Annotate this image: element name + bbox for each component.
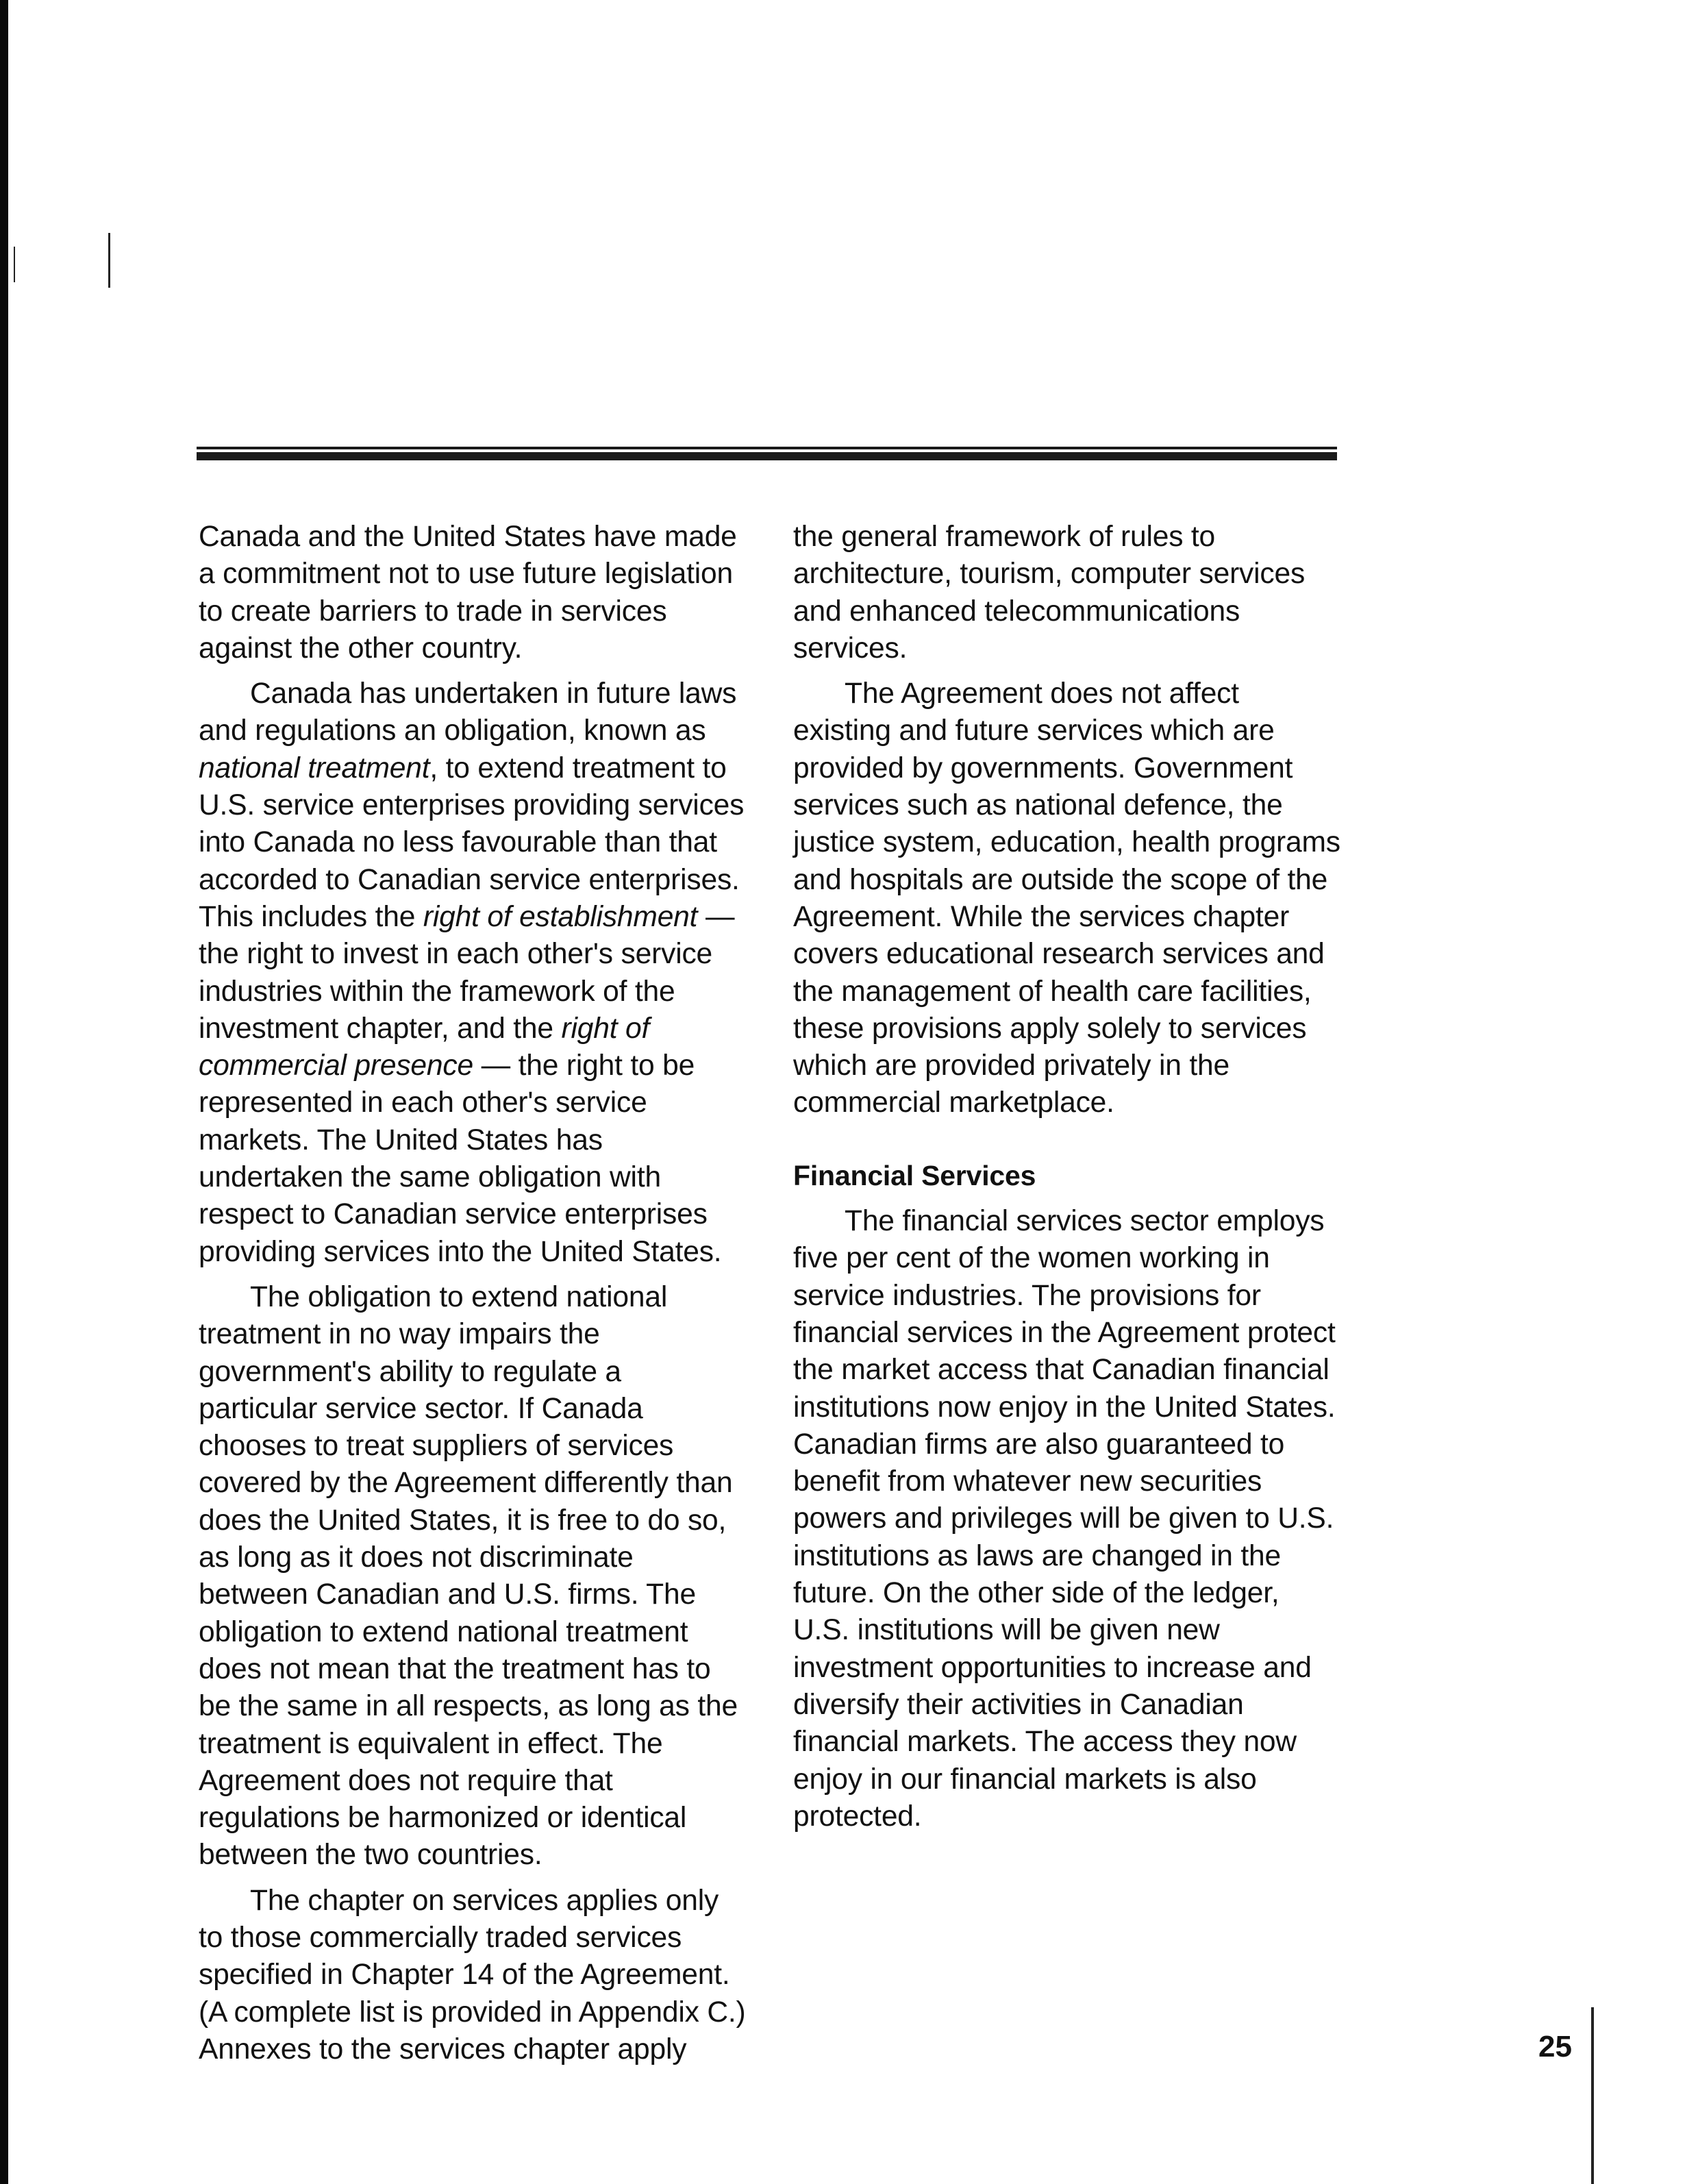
section-heading: Financial Services xyxy=(793,1159,1036,1191)
paragraph xyxy=(199,675,747,1270)
paragraph-text: — the right to be represented in each other's service markets. The United States has undertaken the same obligation with respect to Canadian service enterprises providing services into the United States. xyxy=(199,1049,722,1268)
left-column xyxy=(199,518,747,2068)
term-national-treatment: national treatment xyxy=(199,751,430,784)
paragraph: The obligation to extend national treatment in no way impairs the government's ability to regulate a particular service sector. If Canada chooses to treat suppliers of services covered by the Agreement differently than does the United States, it is free to do so, as long as it does not discriminate between Canadian and U.S. firms. The obligation to extend national treatment does not mean that the treatment has to be the same in all respects, as long as the treatment is equivalent in effect. The Agreement does not require that regulations be harmonized or identical between the two countries. xyxy=(199,1280,738,1872)
paragraph-text: — the right to invest in each other's service industries within the framework of the investment chapter, and the xyxy=(199,899,735,1045)
right-column xyxy=(793,518,1341,1835)
paragraph: The financial services sector employs five per cent of the women working in service industries. The provisions for financial services in the Agreement protect the market access that Canadian financial institutions now enjoy in the United States. Canadian firms are also guaranteed to benefit from whatever new securities powers and privileges will be given to U.S. institutions as laws are changed in the future. On the other side of the ledger, U.S. institutions will be given new investment opportunities to increase and diversify their activities in Canadian financial markets. The access they now enjoy in our financial markets is also protected. xyxy=(793,1204,1336,1833)
binding-edge xyxy=(0,0,8,2184)
margin-mark xyxy=(14,247,15,282)
margin-mark xyxy=(108,233,110,288)
term-right-of-establishment: right of establishment xyxy=(423,899,698,933)
paragraph-text: , to extend treatment to U.S. service enterprises providing services into Canada no less favourable than that accorded to Canadian service enterprises. This includes the xyxy=(199,751,745,933)
term-right-of-commercial-presence: right of commercial presence xyxy=(199,1011,650,1082)
header-rule-thick xyxy=(197,452,1337,460)
paragraph: The chapter on services applies only to those commercially traded services specified in Chapter 14 of the Agreement. (A complete list is provided in Appendix C.) Annexes to the services chapter apply xyxy=(199,1883,746,2065)
page-number: 25 xyxy=(1538,2030,1572,2063)
paragraph: the general framework of rules to architecture, tourism, computer services and enhanced telecommunications services. xyxy=(793,520,1306,665)
header-rule xyxy=(197,447,1337,460)
page-edge-mark xyxy=(1591,2007,1594,2184)
paragraph: The Agreement does not affect existing and future services which are provided by governments. Government services such as national defence, the justice system, education, health programs and hospitals are outside the scope of the Agreement. While the services chapter covers educational research services and the management of health care facilities, these provisions apply solely to services which are provided privately in the commercial marketplace. xyxy=(793,677,1340,1119)
header-rule-thin xyxy=(197,447,1337,449)
paragraph: Canada and the United States have made a commitment not to use future legislation to create barriers to trade in services against the other country. xyxy=(199,520,737,665)
paragraph-text: Canada has undertaken in future laws and regulations an obligation, known as xyxy=(199,677,737,747)
